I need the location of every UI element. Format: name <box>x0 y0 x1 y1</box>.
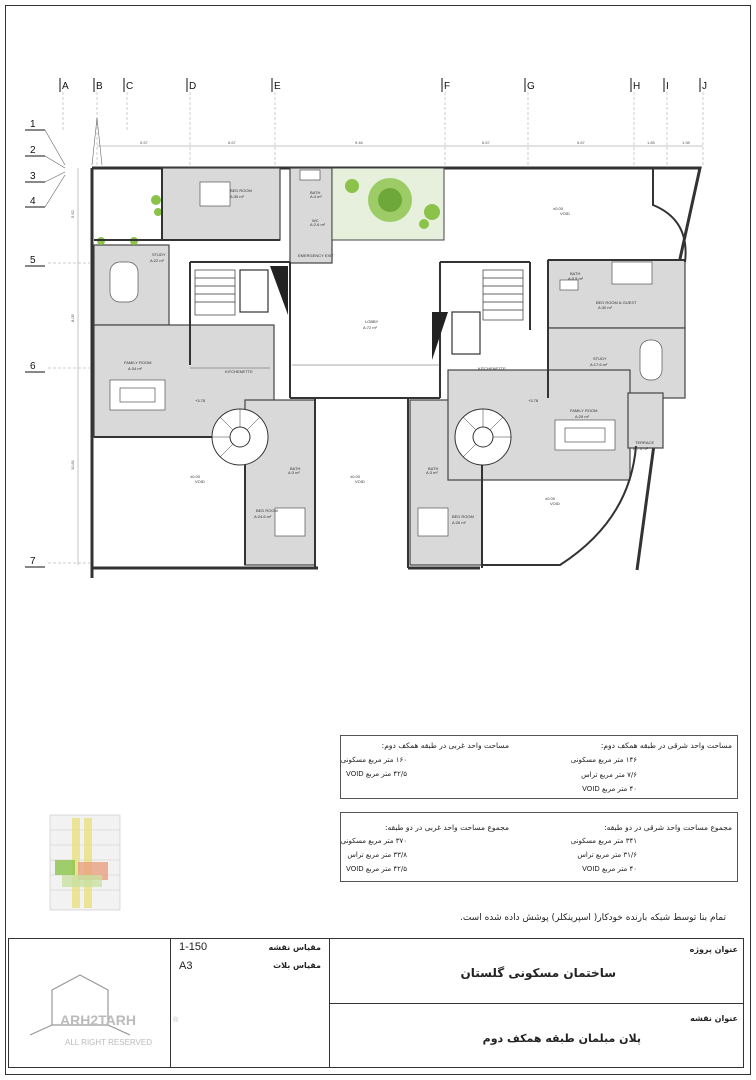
room-area: A:30 m² <box>230 194 245 199</box>
drawing-name: پلان مبلمان طبقه همکف دوم <box>482 1032 641 1045</box>
west-unit-line: ۱۶۰ متر مربع مسکونی <box>340 756 407 764</box>
scale-label: مقیاس نقشه <box>268 943 321 952</box>
room-name: BED ROOM <box>256 508 278 513</box>
logo-registered-mark: ® <box>173 1017 179 1024</box>
drawing-label: عنوان نقشه <box>690 1014 738 1023</box>
shafts <box>270 266 448 360</box>
grid-labels-columns <box>62 81 707 92</box>
spiral-stairs <box>212 409 511 465</box>
grid-label: 6 <box>30 361 36 372</box>
room-name: KITCHENETTE <box>225 369 253 374</box>
room-name: VOID <box>550 501 560 506</box>
room-level: ±0.00 <box>545 496 555 501</box>
room-area: A:2.6 m² <box>310 222 326 227</box>
project-name: ساختمان مسکونی گلستان <box>460 966 616 980</box>
room-name: TERRACE <box>635 440 655 445</box>
grid-label: C <box>126 81 134 92</box>
dimension-text: 6.67 <box>482 140 490 145</box>
grid-label: 7 <box>30 556 36 567</box>
sprinkler-note: تمام بنا توسط شبکه بارنده خودکار( اسپرینکلر) پوشش داده شده است. <box>459 913 726 923</box>
room-name: BATH <box>428 466 439 471</box>
grid-label: H <box>633 81 641 92</box>
room-area: A:29 m² <box>575 414 590 419</box>
dimension-text: 9.46 <box>355 140 363 145</box>
room-area: A:22 m² <box>150 258 165 263</box>
room-name: FAMILY ROOM <box>570 408 598 413</box>
east-unit-line: ۴۰ متر مربع VOID <box>582 865 637 873</box>
dimension-text: 5.57 <box>140 140 148 145</box>
room-name: LOBBY <box>365 319 379 324</box>
room-name: VOID <box>195 479 205 484</box>
grid-label: J <box>702 81 707 92</box>
logo-subtext: ALL RIGHT RESERVED <box>65 1038 152 1047</box>
dimension-text: 6.67 <box>228 140 236 145</box>
west-unit-line: ۳۳/۸ متر مربع تراس <box>347 851 407 859</box>
room-area: A:24.6 m² <box>254 514 272 519</box>
grid-label: F <box>444 81 451 92</box>
west-unit-title: مجموع مساحت واحد غربی در دو طبقه: <box>384 823 509 832</box>
grid-label: E <box>274 81 281 92</box>
dimension-text: 5.87 <box>577 140 585 145</box>
room-name: BATH <box>290 466 301 471</box>
scale-cell <box>170 938 330 1068</box>
room-area: A:3 m² <box>426 470 438 475</box>
room-name: STUDY <box>593 356 607 361</box>
east-unit-line: ۳۱/۶ متر مربع تراس <box>577 851 637 859</box>
room-level: ±0.00 <box>553 206 563 211</box>
room-name: EMERGENCY EXIT <box>298 253 334 258</box>
grid-label: 2 <box>30 145 36 156</box>
title-divider <box>330 1003 744 1004</box>
grid-label: 5 <box>30 255 36 266</box>
building-3d-thumbnail <box>50 815 120 910</box>
dimension-text: 10.81 <box>70 459 75 470</box>
room-area: A:72 m² <box>363 325 378 330</box>
west-unit-line: ۳۷۰ متر مربع مسکونی <box>340 837 407 845</box>
room-name: BED ROOM <box>452 514 474 519</box>
dimension-text: 5.52 <box>70 210 75 218</box>
room-area: A:4 m² <box>310 194 322 199</box>
area-table-current-floor <box>340 735 738 799</box>
room-name: VOID <box>355 479 365 484</box>
room-area: A:7.6 m² <box>633 446 649 451</box>
room-name: BED ROOM & GUEST <box>596 300 637 305</box>
sheet-size-value: A3 <box>179 960 193 972</box>
room-name: BED ROOM <box>230 188 252 193</box>
room-area: A:3 m² <box>288 470 300 475</box>
west-unit-line: ۴۲/۵ متر مربع VOID <box>346 770 407 778</box>
area-table-total <box>340 812 738 882</box>
room-name: BATH <box>570 271 581 276</box>
room-name: FAMILY ROOM <box>124 360 152 365</box>
room-name: WC <box>312 218 319 223</box>
dimension-text: 1.98 <box>682 140 690 145</box>
room-area: A:34 m² <box>128 366 143 371</box>
grid-label: 4 <box>30 196 36 207</box>
scale-value: 1-150 <box>179 941 208 953</box>
room-area: A:26 m² <box>452 520 467 525</box>
room-name: BATH <box>310 190 321 195</box>
west-unit-title: مساحت واحد غربی در طبقه همکف دوم: <box>381 741 509 750</box>
grid-label: D <box>189 81 197 92</box>
grid-label: 3 <box>30 171 36 182</box>
east-unit-line: ۴۰ متر مربع VOID <box>582 785 637 793</box>
room-level: +3.78 <box>528 398 539 403</box>
grid-label: B <box>96 81 103 92</box>
room-area: A:17.6 m² <box>590 362 608 367</box>
project-label: عنوان پروژه <box>689 945 738 954</box>
room-area: A:30 m² <box>598 305 613 310</box>
dimension-text: 8.05 <box>70 314 75 322</box>
grid-label: A <box>62 81 69 92</box>
room-name: KITCHENETTE <box>478 366 506 371</box>
room-area: A:5.5 m² <box>568 276 584 281</box>
logo-text: ARH2TARH <box>60 1012 136 1028</box>
dimension-text: 1.85 <box>647 140 655 145</box>
grid-label: 1 <box>30 119 36 130</box>
sheet-size-label: مقیاس بلات <box>273 961 321 970</box>
room-name: VOID <box>560 211 570 216</box>
room-name: STUDY <box>152 252 166 257</box>
east-unit-line: ۱۴۶ متر مربع مسکونی <box>570 756 637 764</box>
room-level: ±0.00 <box>350 474 360 479</box>
east-unit-title: مساحت واحد شرقی در طبقه همکف دوم: <box>600 741 732 750</box>
grid-label: G <box>527 81 535 92</box>
room-level: +3.78 <box>195 398 206 403</box>
room-level: ±0.00 <box>190 474 200 479</box>
east-unit-title: مجموع مساحت واحد شرقی در دو طبقه: <box>604 823 732 832</box>
east-unit-line: ۳۴۱ متر مربع مسکونی <box>570 837 637 845</box>
west-unit-line: ۴۲/۵ متر مربع VOID <box>346 865 407 873</box>
grid-label: I <box>666 81 669 92</box>
east-unit-line: ۷/۶ متر مربع تراس <box>581 771 637 779</box>
grid-labels-rows <box>30 119 36 567</box>
